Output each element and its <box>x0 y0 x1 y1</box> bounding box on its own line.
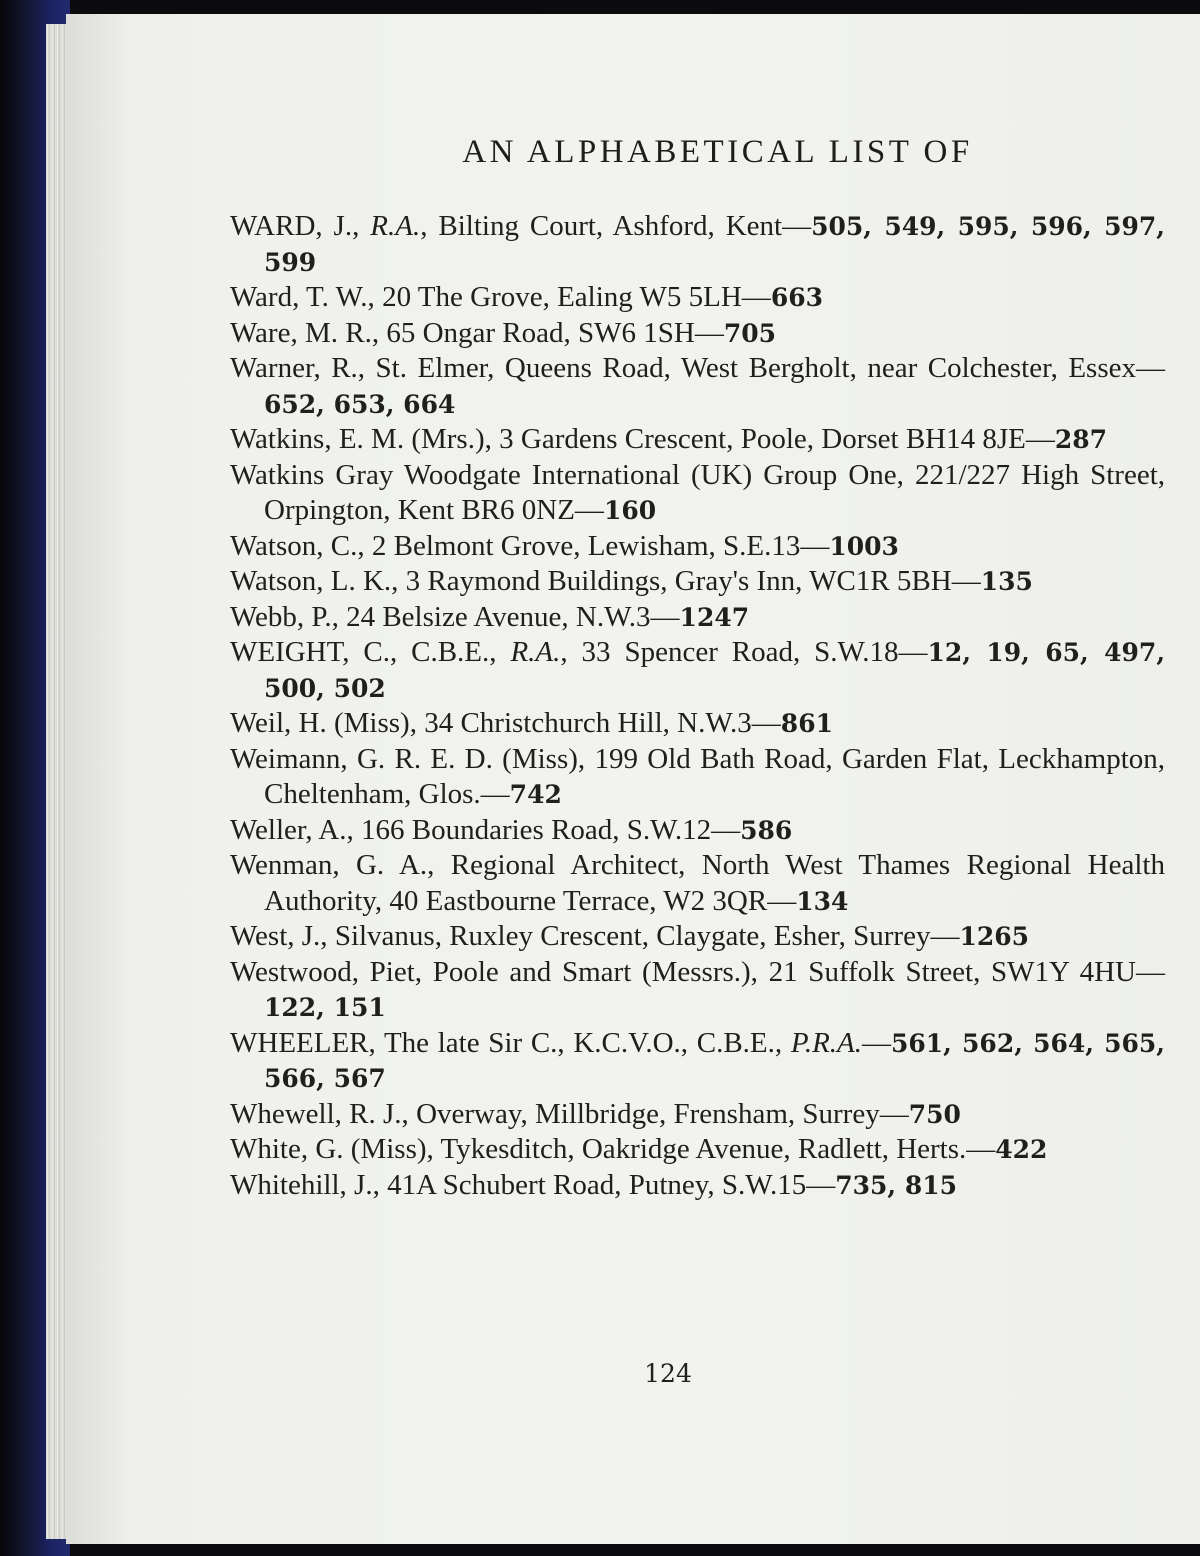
entry-name: Weller, A., <box>230 813 361 846</box>
entry-pages: 12, 19, 65, 497, 500, 502 <box>264 638 1166 703</box>
list-entry <box>230 955 1165 1026</box>
entry-list <box>230 209 1165 1203</box>
entry-address: Tykesditch, Oakridge Avenue, Radlett, Herts.— <box>440 1133 996 1165</box>
entry-address: — <box>862 1026 891 1059</box>
entry-name: Westwood, Piet, Poole and Smart (Messrs.), <box>230 955 769 988</box>
entry-name: WARD, J., <box>230 210 371 242</box>
entry-address: 34 Christchurch Hill, N.W.3— <box>424 707 781 739</box>
list-entry <box>230 564 1165 600</box>
list-entry <box>230 706 1165 742</box>
entry-address: Silvanus, Ruxley Crescent, Claygate, Esher, Surrey— <box>334 920 960 952</box>
entry-pages: 160 <box>603 496 657 525</box>
list-entry <box>230 280 1165 316</box>
entry-name: WHEELER, The late Sir C., K.C.V.O., C.B.E., <box>230 1026 791 1059</box>
list-entry <box>230 813 1165 849</box>
list-entry <box>230 1132 1165 1168</box>
entry-address: St. Elmer, Queens Road, West Bergholt, near Colchester, Essex— <box>375 352 1165 384</box>
entry-name: West, J., <box>230 920 335 952</box>
entry-name: Webb, P., <box>230 600 347 633</box>
entry-name: Weil, H. (Miss), <box>230 707 425 739</box>
list-entry <box>230 316 1165 352</box>
list-entry <box>230 1168 1165 1204</box>
entry-pages: 663 <box>770 283 823 312</box>
entry-address: Overway, Millbridge, Frensham, Surrey— <box>416 1097 909 1130</box>
entry-name: Watson, C., <box>230 529 372 562</box>
list-entry <box>230 1097 1165 1133</box>
entry-name: Ware, M. R., <box>230 316 387 349</box>
entry-name: Warner, R., <box>230 352 376 384</box>
entry-pages: 422 <box>995 1135 1048 1164</box>
page-title: AN ALPHABETICAL LIST OF <box>462 134 973 170</box>
list-entry <box>230 919 1165 955</box>
list-entry <box>230 529 1165 565</box>
entry-pages: 861 <box>780 709 833 738</box>
page-content <box>230 134 1165 1203</box>
entry-address: , 33 Spencer Road, S.W.18— <box>560 636 928 668</box>
list-entry <box>230 209 1165 280</box>
entry-address: 41A Schubert Road, Putney, S.W.15— <box>387 1168 836 1201</box>
entry-address: 21 Suffolk Street, SW1Y 4HU— <box>768 955 1165 988</box>
entry-address: 20 The Grove, Ealing W5 5LH— <box>382 281 771 313</box>
entry-address: 24 Belsize Avenue, N.W.3— <box>346 600 680 633</box>
list-entry <box>230 600 1165 636</box>
entry-pages: 287 <box>1054 425 1108 454</box>
entry-address: Regional Architect, North West Thames Regional Health Authority, 40 Eastbourne Terrace, W2 3QR— <box>264 849 1165 917</box>
list-entry <box>230 742 1165 813</box>
entry-name: Watson, L. K., <box>230 565 406 597</box>
entry-pages: 705 <box>723 318 777 348</box>
list-entry <box>230 848 1165 919</box>
page-number: 124 <box>644 1359 692 1388</box>
entry-address: 2 Belmont Grove, Lewisham, S.E.13— <box>371 529 830 562</box>
entry-honor: R.A. <box>510 636 561 668</box>
entry-name: Ward, T. W., <box>230 281 383 313</box>
entry-pages: 134 <box>796 886 849 916</box>
entry-pages: 1247 <box>679 602 750 632</box>
entry-pages: 1265 <box>959 922 1030 951</box>
list-entry <box>230 351 1165 422</box>
entry-pages: 750 <box>908 1099 961 1129</box>
entry-pages: 505, 549, 595, 596, 597, 599 <box>264 212 1166 277</box>
entry-name: Watkins Gray Woodgate International (UK) Group One, <box>230 458 915 491</box>
entry-name: Weimann, G. R. E. D. (Miss), <box>230 742 595 775</box>
entry-pages: 1003 <box>829 531 899 561</box>
entry-pages: 735, 815 <box>835 1170 958 1200</box>
entry-address: 3 Raymond Buildings, Gray's Inn, WC1R 5BH— <box>405 565 981 597</box>
list-entry <box>230 1026 1165 1097</box>
entry-pages: 586 <box>740 815 793 845</box>
entry-honor: R.A. <box>370 210 421 242</box>
entry-address: , Bilting Court, Ashford, Kent— <box>420 210 812 242</box>
entry-address: 65 Ongar Road, SW6 1SH— <box>386 316 724 349</box>
entry-name: White, G. (Miss), <box>230 1133 441 1165</box>
entry-name: WEIGHT, C., C.B.E., <box>230 636 511 668</box>
entry-address: 221/227 High Street, Orpington, Kent BR6 0NZ— <box>264 458 1166 526</box>
list-entry <box>230 422 1165 458</box>
entry-pages: 652, 653, 664 <box>264 389 456 419</box>
book-page <box>66 14 1200 1544</box>
list-entry <box>230 635 1165 706</box>
entry-name: Wenman, G. A., <box>230 849 451 881</box>
entry-name: Whitehill, J., <box>230 1168 388 1201</box>
entry-honor: P.R.A. <box>790 1026 862 1059</box>
entry-pages: 561, 562, 564, 565, 566, 567 <box>264 1028 1166 1093</box>
list-entry <box>230 458 1165 529</box>
entry-pages: 742 <box>509 780 562 809</box>
entry-pages: 122, 151 <box>264 993 386 1022</box>
entry-name: Whewell, R. J., <box>230 1097 417 1130</box>
entry-address: 199 Old Bath Road, Garden Flat, Leckhampton, Cheltenham, Glos.— <box>264 742 1165 810</box>
entry-address: 166 Boundaries Road, S.W.12— <box>361 813 741 846</box>
entry-address: 3 Gardens Crescent, Poole, Dorset BH14 8JE— <box>499 423 1055 455</box>
entry-pages: 135 <box>980 567 1033 596</box>
entry-name: Watkins, E. M. (Mrs.), <box>230 423 500 455</box>
